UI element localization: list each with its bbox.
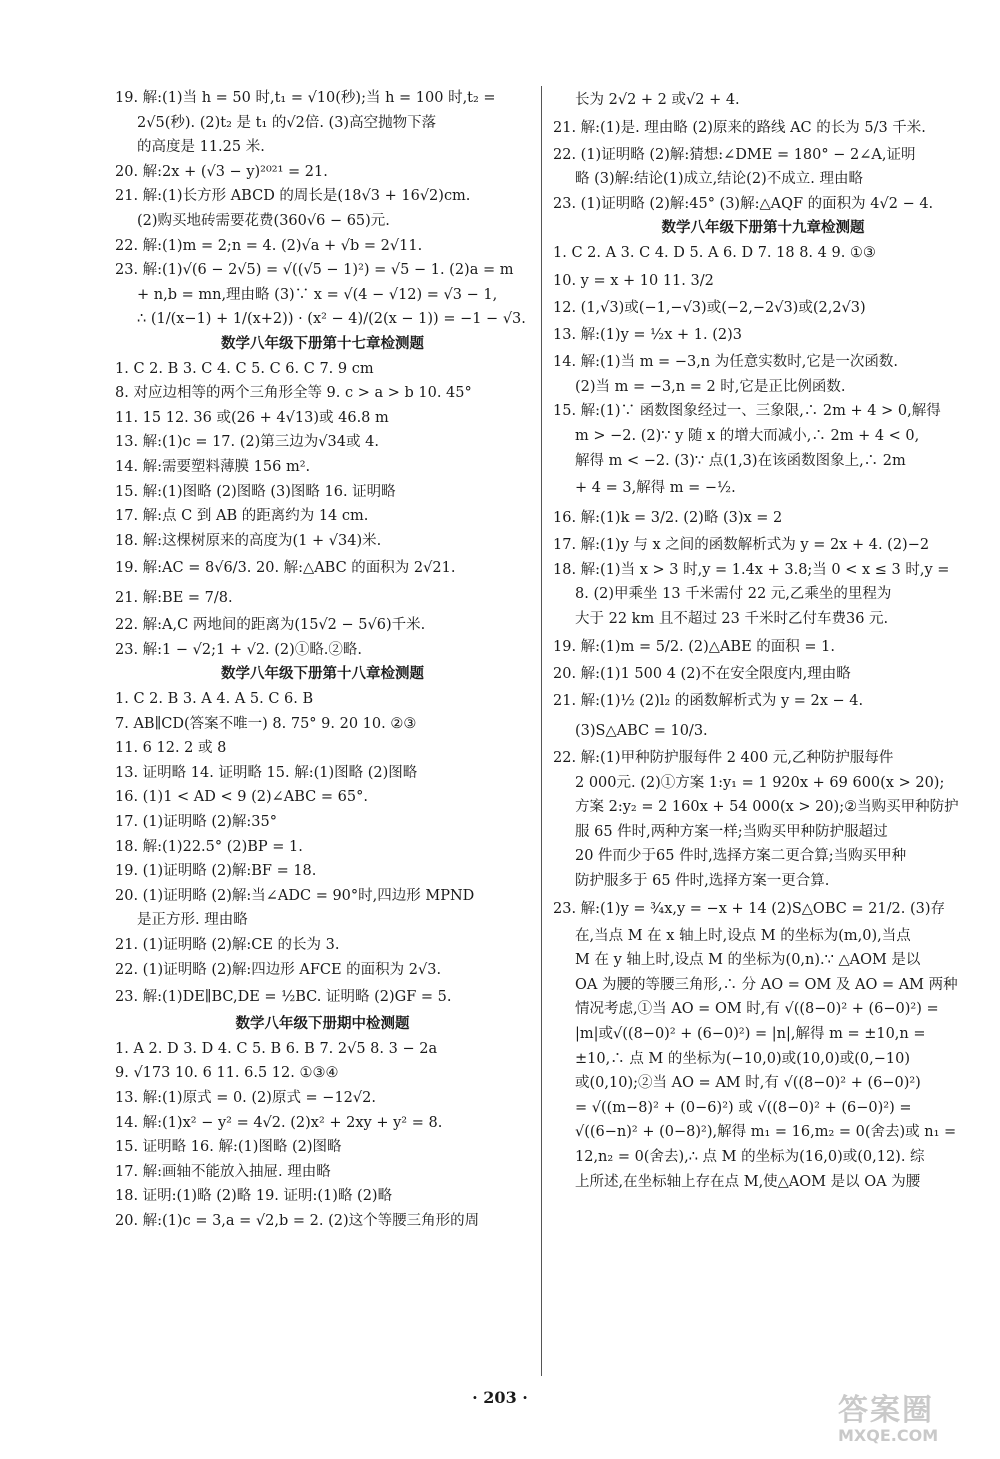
answer-line: 20. 解:2x + (√3 − y)²⁰²¹ = 21. (115, 163, 328, 180)
answer-line: 23. 解:(1)y = ¾x,y = −x + 14 (2)S△OBC = 21/2. (3)存 (553, 900, 946, 917)
column-divider (541, 86, 542, 1376)
answer-line: 15. 证明略 16. 解:(1)图略 (2)图略 (115, 1139, 342, 1156)
answer-line: 22. (1)证明略 (2)解:四边形 AFCE 的面积为 2√3. (115, 961, 442, 978)
watermark-logo (838, 1395, 978, 1445)
answer-line: 是正方形. 理由略 (137, 912, 248, 929)
answer-line: 13. 证明略 14. 证明略 15. 解:(1)图略 (2)图略 (115, 764, 418, 781)
answer-line: 10. y = x + 10 11. 3/2 (553, 272, 714, 289)
answer-line: 1. C 2. B 3. A 4. A 5. C 6. B (115, 691, 314, 708)
answer-line: (2)购买地砖需要花费(360√6 − 65)元. (137, 212, 390, 229)
answer-line: M 在 y 轴上时,设点 M 的坐标为(0,n).∵ △AOM 是以 (575, 952, 921, 969)
answer-line: 17. 解:(1)y 与 x 之间的函数解析式为 y = 2x + 4. (2)−2 (553, 537, 930, 554)
answer-line: 20. 解:(1)c = 3,a = √2,b = 2. (2)这个等腰三角形的周 (115, 1212, 480, 1229)
answer-line: 11. 15 12. 36 或(26 + 4√13)或 46.8 m (115, 409, 389, 426)
answer-line: 13. 解:(1)c = 17. (2)第三边为√34或 4. (115, 434, 379, 451)
answer-line: 解得 m < −2. (3)∵ 点(1,3)在该函数图象上,∴ 2m (575, 452, 906, 469)
answer-line: + 4 = 3,解得 m = −½. (575, 480, 736, 497)
answer-line: 21. 解:BE = 7/8. (115, 590, 233, 607)
answer-line: 略 (3)解:结论(1)成立,结论(2)不成立. 理由略 (575, 171, 863, 188)
answer-line: |m|或√((8−0)² + (6−0)²) = |n|,解得 m = ±10,n = (575, 1026, 926, 1043)
answer-line: 17. (1)证明略 (2)解:35° (115, 814, 277, 831)
answer-line: 8. (2)甲乘坐 13 千米需付 22 元,乙乘坐的里程为 (575, 586, 892, 603)
answer-line: 16. (1)1 < AD < 9 (2)∠ABC = 65°. (115, 789, 368, 806)
answer-line: 19. 解:(1)m = 5/2. (2)△ABE 的面积 = 1. (553, 638, 835, 655)
section-heading: 数学八年级下册第十九章检测题 (661, 220, 865, 237)
answer-line: 21. 解:(1)是. 理由略 (2)原来的路线 AC 的长为 5/3 千米. (553, 119, 926, 136)
answer-line: 23. (1)证明略 (2)解:45° (3)解:△AQF 的面积为 4√2 − 4. (553, 195, 934, 212)
answer-line: 15. 解:(1)图略 (2)图略 (3)图略 16. 证明略 (115, 483, 396, 500)
answer-line: 服 65 件时,两种方案一样;当购买甲种防护服超过 (575, 823, 888, 840)
answer-line: 8. 对应边相等的两个三角形全等 9. c > a > b 10. 45° (115, 385, 472, 402)
answer-line: 11. 6 12. 2 或 8 (115, 740, 227, 757)
section-heading: 数学八年级下册第十八章检测题 (221, 666, 424, 683)
answer-line: 17. 解:画轴不能放入抽屉. 理由略 (115, 1163, 331, 1180)
answer-line: 17. 解:点 C 到 AB 的距离约为 14 cm. (115, 508, 369, 525)
answer-line: 20. (1)证明略 (2)解:当∠ADC = 90°时,四边形 MPND (115, 887, 475, 904)
answer-line: 18. 解:(1)当 x > 3 时,y = 1.4x + 3.8;当 0 < x ≤ 3 时,y = (553, 561, 950, 578)
answer-line: 18. 证明:(1)略 (2)略 19. 证明:(1)略 (2)略 (115, 1188, 393, 1205)
answer-line: 大于 22 km 且不超过 23 千米时乙付车费36 元. (575, 610, 889, 627)
answer-line: 22. 解:(1)m = 2;n = 4. (2)√a + √b = 2√11. (115, 237, 423, 254)
answer-line: 23. 解:1 − √2;1 + √2. (2)①略.②略. (115, 641, 363, 658)
answer-line: 14. 解:(1)x² − y² = 4√2. (2)x² + 2xy + y² = 8. (115, 1114, 443, 1131)
answer-line: 在,当点 M 在 x 轴上时,设点 M 的坐标为(m,0),当点 (575, 927, 911, 944)
answer-line: 21. (1)证明略 (2)解:CE 的长为 3. (115, 937, 340, 953)
answer-line: 22. (1)证明略 (2)解:猜想:∠DME = 180° − 2∠A,证明 (553, 146, 916, 163)
answer-line: 的高度是 11.25 米. (137, 139, 265, 156)
answer-line: 20. 解:(1)1 500 4 (2)不在安全限度内,理由略 (553, 665, 851, 682)
answer-line: ∴ (1/(x−1) + 1/(x+2)) · (x² − 4)/(2(x − 1)) = −1 − √3. (137, 311, 526, 328)
answer-line: √((6−n)² + (0−8)²),解得 m₁ = 16,m₂ = 0(舍去)或 n₁ = (575, 1124, 957, 1141)
answer-line: 情况考虑,①当 AO = OM 时,有 √((8−0)² + (6−0)²) = (575, 1001, 939, 1018)
answer-line: 2 000元. (2)①方案 1:y₁ = 1 920x + 69 600(x > 20); (575, 774, 945, 791)
answer-line: 16. 解:(1)k = 3/2. (2)略 (3)x = 2 (553, 510, 783, 527)
section-heading: 数学八年级下册期中检测题 (235, 1016, 410, 1033)
answer-line: 19. (1)证明略 (2)解:BF = 18. (115, 863, 317, 880)
answer-line: 21. 解:(1)½ (2)l₂ 的函数解析式为 y = 2x − 4. (553, 693, 864, 710)
answer-line: 18. 解:这棵树原来的高度为(1 + √34)米. (115, 532, 382, 549)
answer-line: m > −2. (2)∵ y 随 x 的增大而减小,∴ 2m + 4 < 0, (575, 427, 920, 444)
answer-line: 22. 解:A,C 两地间的距离为(15√2 − 5√6)千米. (115, 617, 426, 634)
answer-line: 20 件而少于65 件时,选择方案二更合算;当购买甲种 (575, 848, 907, 865)
answer-line: 23. 解:(1)√(6 − 2√5) = √((√5 − 1)²) = √5 − 1. (2)a = m (115, 262, 514, 279)
answer-line: 18. 解:(1)22.5° (2)BP = 1. (115, 838, 303, 855)
answer-line: 7. AB∥CD(答案不唯一) 8. 75° 9. 20 10. ②③ (115, 715, 417, 732)
answer-line: 19. 解:AC = 8√6/3. 20. 解:△ABC 的面积为 2√21. (115, 560, 456, 577)
watermark-text: 答案圈 (838, 1393, 934, 1428)
answer-line: (2)当 m = −3,n = 2 时,它是正比例函数. (575, 378, 846, 395)
answer-line: OA 为腰的等腰三角形,∴ 分 AO = OM 及 AO = AM 两种 (575, 976, 958, 993)
answer-line: 2√5(秒). (2)t₂ 是 t₁ 的√2倍. (3)高空抛物下落 (137, 114, 437, 131)
answer-line: 12. (1,√3)或(−1,−√3)或(−2,−2√3)或(2,2√3) (553, 299, 866, 316)
answer-line: 13. 解:(1)原式 = 0. (2)原式 = −12√2. (115, 1089, 376, 1106)
answer-line: 14. 解:需要塑料薄膜 156 m². (115, 458, 311, 475)
answer-line: 14. 解:(1)当 m = −3,n 为任意实数时,它是一次函数. (553, 354, 898, 371)
watermark-url: MXQE.COM (838, 1426, 939, 1445)
right-column (553, 88, 973, 1194)
answer-line: = √((m−8)² + (0−6)²) 或 √((8−0)² + (6−0)²) = (575, 1099, 912, 1116)
answer-line: 23. 解:(1)DE∥BC,DE = ½BC. 证明略 (2)GF = 5. (115, 989, 452, 1006)
answer-line: 方案 2:y₂ = 2 160x + 54 000(x > 20);②当购买甲种防护 (575, 799, 959, 816)
answer-line: 1. C 2. A 3. C 4. D 5. A 6. D 7. 18 8. 4 9. ①③ (553, 244, 876, 261)
answer-line: 1. C 2. B 3. C 4. C 5. C 6. C 7. 9 cm (115, 360, 374, 377)
answer-line: 13. 解:(1)y = ½x + 1. (2)3 (553, 327, 742, 344)
answer-line: + n,b = mn,理由略 (3)∵ x = √(4 − √12) = √3 − 1, (137, 286, 498, 303)
answer-line: 21. 解:(1)长方形 ABCD 的周长是(18√3 + 16√2)cm. (115, 188, 471, 205)
section-heading: 数学八年级下册第十七章检测题 (221, 335, 424, 352)
answer-line: ±10,∴ 点 M 的坐标为(−10,0)或(10,0)或(0,−10) (575, 1050, 910, 1067)
answer-line: 12,n₂ = 0(舍去),∴ 点 M 的坐标为(16,0)或(0,12). 综 (575, 1149, 925, 1165)
answer-line: 上所述,在坐标轴上存在点 M,使△AOM 是以 OA 为腰 (575, 1173, 921, 1190)
answer-line: 9. √173 10. 6 11. 6.5 12. ①③④ (115, 1065, 339, 1082)
answer-line: 19. 解:(1)当 h = 50 时,t₁ = √10(秒);当 h = 100 时,t₂ = (115, 90, 496, 106)
page-number: · 203 · (472, 1388, 528, 1407)
answer-line: 长为 2√2 + 2 或√2 + 4. (575, 92, 740, 108)
answer-line: 防护服多于 65 件时,选择方案一更合算. (575, 873, 830, 890)
answer-line: (3)S△ABC = 10/3. (575, 723, 708, 740)
answer-line: 22. 解:(1)甲种防护服每件 2 400 元,乙种防护服每件 (553, 750, 894, 767)
answer-line: 15. 解:(1)∵ 函数图象经过一、三象限,∴ 2m + 4 > 0,解得 (553, 403, 941, 420)
left-column (115, 86, 530, 1234)
answer-line: 或(0,10);②当 AO = AM 时,有 √((8−0)² + (6−0)²) (575, 1075, 921, 1092)
answer-line: 1. A 2. D 3. D 4. C 5. B 6. B 7. 2√5 8. 3 − 2a (115, 1040, 438, 1057)
